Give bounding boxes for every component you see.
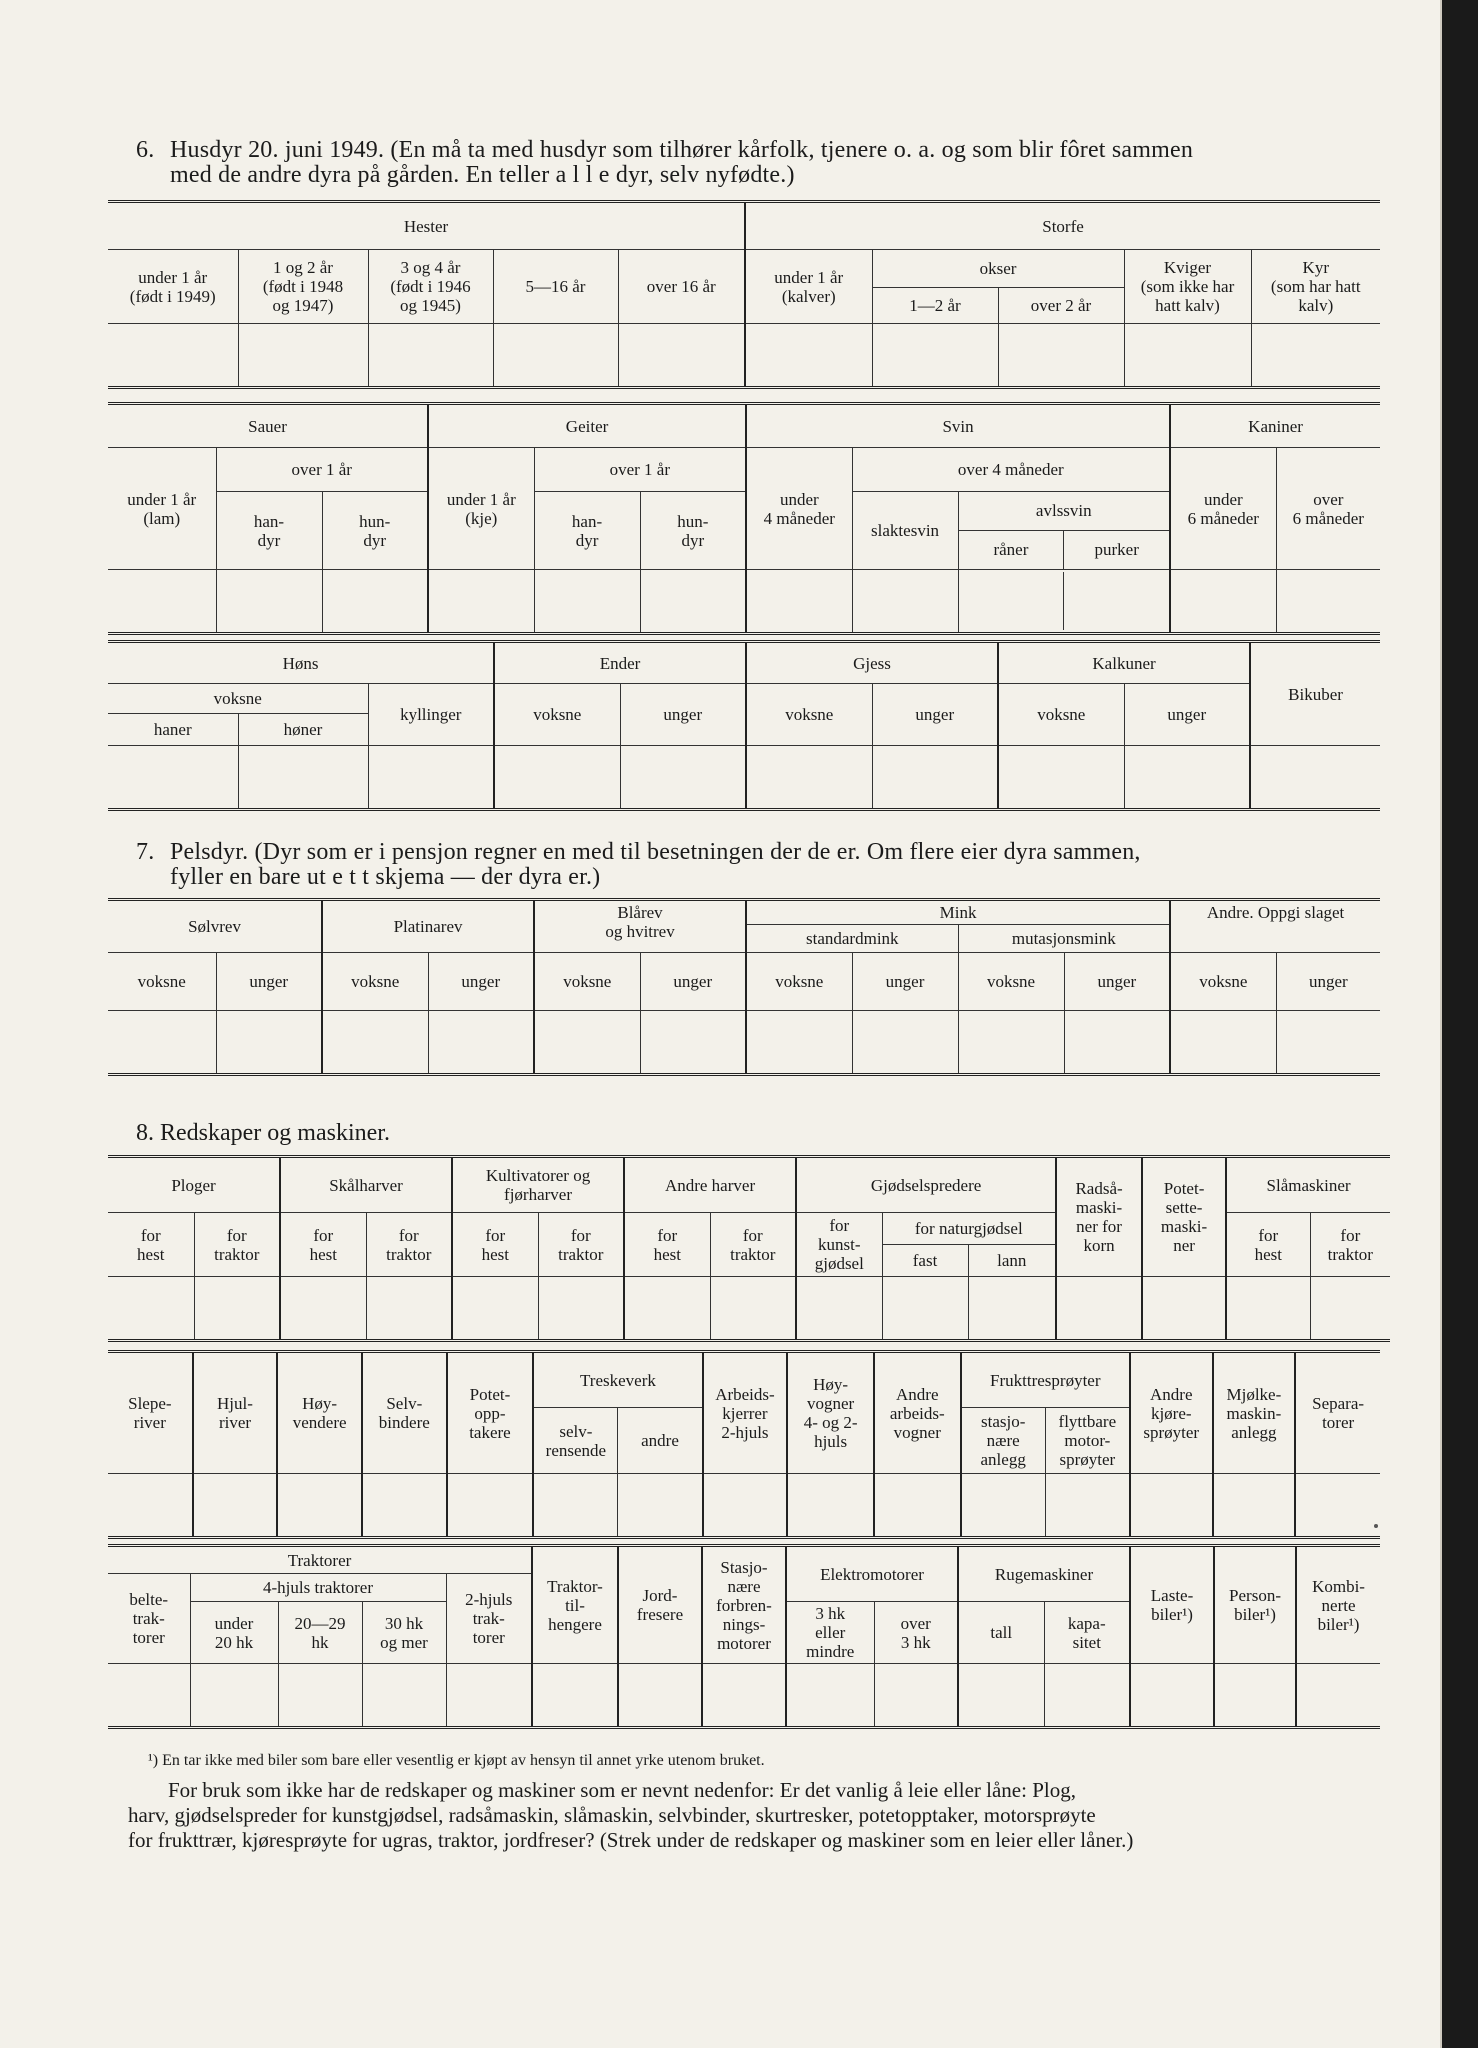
col-for-traktor: for traktor (1310, 1213, 1390, 1277)
input-cell[interactable] (362, 1664, 446, 1728)
para-line: for frukttrær, kjøresprøyte for ugras, traktor, jordfreser? (Strek under de redskaper og maskiner som en leier eller låner.) (128, 1828, 1134, 1852)
header-kalkuner: Kalkuner (998, 642, 1250, 684)
input-cell[interactable] (1296, 1664, 1380, 1728)
col-unger: unger (428, 953, 534, 1011)
col-over-3-hk: over 3 hk (874, 1602, 958, 1664)
implements-table-1 (108, 1155, 1390, 1342)
col-arbeidskjerrer: Arbeids- kjerrer 2-hjuls (703, 1352, 788, 1474)
input-cell[interactable] (872, 324, 998, 388)
input-cell[interactable] (745, 324, 872, 388)
col-forbrenningsmotorer: Stasjo- nære forbren- nings- motorer (702, 1546, 786, 1664)
col-voksne: voksne (534, 953, 640, 1011)
input-cell[interactable] (618, 1664, 702, 1728)
input-cell[interactable] (787, 1474, 874, 1538)
input-cell[interactable] (277, 1474, 362, 1538)
col-hjulriver: Hjul- river (193, 1352, 278, 1474)
col-rabbit-over-6: over 6 måneder (1276, 448, 1380, 570)
header-pig-over-4: over 4 måneder (852, 448, 1170, 492)
col-potetopptakere: Potet- opp- takere (447, 1352, 534, 1474)
para-line: For bruk som ikke har de redskaper og maskiner som er nevnt nedenfor: Er det vanlig å leie eller låne: Plog, (168, 1778, 1076, 1802)
col-2-hjuls-traktorer: 2-hjuls trak- torer (446, 1574, 532, 1664)
input-cell[interactable] (108, 1664, 190, 1728)
input-cell[interactable] (190, 1664, 278, 1728)
input-cell[interactable] (640, 570, 746, 634)
input-cell[interactable] (1130, 1474, 1213, 1538)
col-for-hest: for hest (108, 1213, 194, 1277)
col-kjoresproyter: Andre kjøre- sprøyter (1130, 1352, 1213, 1474)
col-kid: under 1 år (kje) (428, 448, 534, 570)
input-cell[interactable] (961, 1474, 1046, 1538)
col-unger: unger (640, 953, 746, 1011)
col-for-hest: for hest (280, 1213, 366, 1277)
header-mink: Mink (746, 900, 1170, 925)
col-gjess-unger: unger (872, 684, 998, 746)
header-okser: okser (872, 250, 1124, 288)
header-rugemaskiner: Rugemaskiner (958, 1546, 1130, 1602)
col-voksne: voksne (958, 953, 1064, 1011)
col-under-20-hk: under 20 hk (190, 1602, 278, 1664)
footnote: ¹) En tar ikke med biler som bare eller vesentlig er kjøpt av hensyn til annet yrke utenom bruket. (148, 1752, 765, 1769)
col-horse-over-16: over 16 år (618, 250, 745, 324)
input-cell[interactable] (108, 1474, 193, 1538)
input-cell[interactable] (1214, 1664, 1296, 1728)
col-pig-under-4: under 4 måneder (746, 448, 852, 570)
input-cell[interactable] (238, 746, 368, 810)
col-potetsettemaskiner: Potet- sette- maski- ner (1142, 1157, 1226, 1277)
input-cell[interactable] (493, 324, 618, 388)
col-unger: unger (216, 953, 322, 1011)
header-traktorer: Traktorer (108, 1546, 532, 1574)
col-for-hest: for hest (452, 1213, 538, 1277)
header-platinarev: Platinarev (322, 900, 534, 953)
col-stasjonaere-anlegg: stasjo- nære anlegg (961, 1408, 1046, 1474)
input-cell[interactable] (280, 1277, 366, 1341)
input-cell[interactable] (1276, 570, 1380, 634)
col-honer: høner (238, 714, 368, 746)
header-mutasjonsmink: mutasjonsmink (958, 925, 1170, 953)
col-fast: fast (882, 1245, 968, 1277)
col-20-29-hk: 20—29 hk (278, 1602, 362, 1664)
input-cell[interactable] (1064, 572, 1169, 630)
implements-table-2 (108, 1350, 1380, 1539)
col-for-traktor: for traktor (194, 1213, 280, 1277)
col-for-traktor: for traktor (538, 1213, 624, 1277)
heading-line: fyller en bare ut e t t skjema — der dyra er.) (170, 864, 601, 890)
input-cell[interactable] (746, 570, 852, 634)
col-3-hk-eller-mindre: 3 hk eller mindre (786, 1602, 874, 1664)
input-cell[interactable] (1130, 1664, 1214, 1728)
header-storfe: Storfe (745, 202, 1380, 250)
input-cell[interactable] (1170, 570, 1276, 634)
col-bikuber: Bikuber (1250, 642, 1380, 746)
col-for-hest: for hest (624, 1213, 710, 1277)
header-skalharver: Skålharver (280, 1157, 452, 1213)
col-voksne: voksne (108, 953, 216, 1011)
header-avlssvin: avlssvin (959, 492, 1170, 531)
col-calves: under 1 år (kalver) (745, 250, 872, 324)
input-cell[interactable] (968, 1277, 1056, 1341)
input-cell[interactable] (1251, 324, 1380, 388)
input-cell[interactable] (108, 1011, 216, 1075)
col-lamb: under 1 år (lam) (108, 448, 216, 570)
input-cell[interactable] (1064, 1011, 1170, 1075)
header-kaniner: Kaniner (1170, 404, 1380, 448)
col-voksne: voksne (746, 953, 852, 1011)
input-cell[interactable] (1213, 1474, 1296, 1538)
input-cell[interactable] (278, 1664, 362, 1728)
header-naturgjodsel: for naturgjødsel (882, 1213, 1056, 1245)
input-cell[interactable] (108, 324, 238, 388)
col-traktortilhengere: Traktor- til- hengere (532, 1546, 618, 1664)
header-ploger: Ploger (108, 1157, 280, 1213)
col-arbeidsvogner: Andre arbeids- vogner (874, 1352, 961, 1474)
header-goat-over-1: over 1 år (534, 448, 746, 492)
input-cell[interactable] (702, 1664, 786, 1728)
col-treskeverk-andre: andre (618, 1408, 703, 1474)
col-separatorer: Separa- torer (1295, 1352, 1380, 1474)
input-cell[interactable] (958, 1011, 1064, 1075)
header-hons-voksne: voksne (108, 684, 368, 714)
col-kapasitet: kapa- sitet (1044, 1602, 1130, 1664)
header-sheep-over-1: over 1 år (216, 448, 428, 492)
header-ender: Ender (494, 642, 746, 684)
input-cell[interactable] (322, 570, 428, 634)
input-cell[interactable] (874, 1474, 961, 1538)
tractors-motors-table (108, 1544, 1380, 1729)
input-cell[interactable] (368, 324, 493, 388)
col-personbiler: Person- biler¹) (1214, 1546, 1296, 1664)
col-sheep-male: han- dyr (216, 492, 322, 570)
input-cell[interactable] (1045, 1474, 1130, 1538)
input-cell[interactable] (494, 746, 620, 810)
header-solvrev: Sølvrev (108, 900, 322, 953)
section-6-heading (136, 138, 1381, 188)
input-cell[interactable] (447, 1474, 534, 1538)
header-standardmink: standardmink (746, 925, 958, 953)
header-geiter: Geiter (428, 404, 746, 448)
input-cell[interactable] (1056, 1277, 1142, 1341)
ink-speck (1374, 1524, 1378, 1528)
col-for-hest: for hest (1226, 1213, 1310, 1277)
col-hoyvogner: Høy- vogner 4- og 2- hjuls (787, 1352, 874, 1474)
col-goat-female: hun- dyr (640, 492, 746, 570)
input-cell[interactable] (618, 1474, 703, 1538)
col-gjess-voksne: voksne (746, 684, 872, 746)
col-haner: haner (108, 714, 238, 746)
header-kultivatorer: Kultivatorer og fjørharver (452, 1157, 624, 1213)
input-cell[interactable] (640, 1011, 746, 1075)
input-cell[interactable] (238, 324, 368, 388)
col-horse-3-4: 3 og 4 år (født i 1946 og 1945) (368, 250, 493, 324)
para-line: harv, gjødselspreder for kunstgjødsel, radsåmaskin, slåmaskin, selvbinder, skurtresker, potetopptaker, motorsprøyte (128, 1803, 1096, 1827)
section-number: 6. (136, 137, 155, 163)
col-30-hk-og-mer: 30 hk og mer (362, 1602, 446, 1664)
col-unger: unger (1276, 953, 1380, 1011)
col-kyllinger: kyllinger (368, 684, 494, 746)
livestock-horses-cattle-table (108, 200, 1380, 389)
col-selvrensende: selv- rensende (533, 1408, 618, 1474)
input-cell[interactable] (882, 1277, 968, 1341)
col-sheep-female: hun- dyr (322, 492, 428, 570)
poultry-bees-table (108, 640, 1380, 811)
section-8-title: 8. Redskaper og maskiner. (136, 1120, 390, 1146)
input-cell[interactable] (532, 1664, 618, 1728)
input-cell[interactable] (428, 1011, 534, 1075)
input-cell[interactable] (108, 570, 216, 634)
input-cell[interactable] (1142, 1277, 1226, 1341)
col-kombinerte-biler: Kombi- nerte biler¹) (1296, 1546, 1380, 1664)
section-number: 7. (136, 839, 155, 865)
input-cell[interactable] (216, 570, 322, 634)
header-andre: Andre. Oppgi slaget (1170, 900, 1380, 953)
input-cell[interactable] (368, 746, 494, 810)
header-andre-harver: Andre harver (624, 1157, 796, 1213)
header-hons: Høns (108, 642, 494, 684)
input-cell[interactable] (452, 1277, 538, 1341)
col-beltetraktorer: belte- trak- torer (108, 1574, 190, 1664)
input-cell[interactable] (538, 1277, 624, 1341)
col-lastebiler: Laste- biler¹) (1130, 1546, 1214, 1664)
col-goat-male: han- dyr (534, 492, 640, 570)
input-cell[interactable] (216, 1011, 322, 1075)
col-for-traktor: for traktor (710, 1213, 796, 1277)
input-cell[interactable] (958, 1664, 1044, 1728)
col-purker: purker (1094, 540, 1139, 559)
header-blarev: Blårev og hvitrev (534, 900, 746, 953)
input-cell[interactable] (108, 1277, 194, 1341)
col-radsamaskiner: Radså- maski- ner for korn (1056, 1157, 1142, 1277)
col-ender-unger: unger (620, 684, 746, 746)
section-7-heading (136, 840, 1381, 890)
input-cell[interactable] (618, 324, 745, 388)
col-kunstgjodsel: for kunst- gjødsel (796, 1213, 882, 1277)
input-cell[interactable] (534, 570, 640, 634)
input-cell-pair (958, 570, 1170, 634)
input-cell[interactable] (703, 1474, 788, 1538)
col-slaktesvin: slaktesvin (852, 492, 958, 570)
col-lann: lann (968, 1245, 1056, 1277)
input-cell[interactable] (428, 570, 534, 634)
input-cell[interactable] (1250, 746, 1380, 810)
col-tall: tall (958, 1602, 1044, 1664)
col-flyttbare-sproyter: flyttbare motor- sprøyter (1045, 1408, 1130, 1474)
input-cell[interactable] (194, 1277, 280, 1341)
header-treskeverk: Treskeverk (533, 1352, 702, 1408)
col-voksne: voksne (322, 953, 428, 1011)
col-kyr: Kyr (som har hatt kalv) (1251, 250, 1380, 324)
col-okser-1-2: 1—2 år (872, 288, 998, 324)
col-raner: råner (959, 531, 1065, 569)
livestock-sheep-goats-pigs-table (108, 402, 1380, 635)
col-horse-under-1: under 1 år (født i 1949) (108, 250, 238, 324)
header-slamaskiner: Slåmaskiner (1226, 1157, 1390, 1213)
input-cell[interactable] (796, 1277, 882, 1341)
input-cell[interactable] (446, 1664, 532, 1728)
input-cell[interactable] (746, 1011, 852, 1075)
input-cell[interactable] (1044, 1664, 1130, 1728)
input-cell[interactable] (322, 1011, 428, 1075)
input-cell[interactable] (620, 746, 746, 810)
header-hester: Hester (108, 202, 745, 250)
col-kalkuner-unger: unger (1124, 684, 1250, 746)
col-jordfresere: Jord- fresere (618, 1546, 702, 1664)
input-cell[interactable] (362, 1474, 447, 1538)
col-horse-1-2: 1 og 2 år (født i 1948 og 1947) (238, 250, 368, 324)
avlssvin-group (958, 492, 1170, 570)
col-for-traktor: for traktor (366, 1213, 452, 1277)
col-kalkuner-voksne: voksne (998, 684, 1124, 746)
input-cell[interactable] (1310, 1277, 1390, 1341)
input-cell[interactable] (1170, 1011, 1276, 1075)
col-sleperiver: Slepe- river (108, 1352, 193, 1474)
col-unger: unger (1064, 953, 1170, 1011)
col-unger: unger (852, 953, 958, 1011)
input-cell[interactable] (534, 1011, 640, 1075)
input-cell[interactable] (1295, 1474, 1380, 1538)
input-cell[interactable] (1124, 324, 1251, 388)
input-cell[interactable] (959, 572, 1065, 630)
input-cell[interactable] (533, 1474, 618, 1538)
input-cell[interactable] (1226, 1277, 1310, 1341)
col-mjolkemaskin: Mjølke- maskin- anlegg (1213, 1352, 1296, 1474)
input-cell[interactable] (624, 1277, 710, 1341)
input-cell[interactable] (874, 1664, 958, 1728)
header-sauer: Sauer (108, 404, 428, 448)
leasing-question (128, 1778, 1378, 1853)
fur-animals-table (108, 898, 1380, 1076)
input-cell[interactable] (710, 1277, 796, 1341)
heading-line: Husdyr 20. juni 1949. (En må ta med husdyr som tilhører kårfolk, tjenere o. a. og som blir fôret sammen (170, 137, 1194, 163)
col-okser-over-2: over 2 år (998, 288, 1124, 324)
input-cell[interactable] (1276, 1011, 1380, 1075)
header-frukttresproyter: Frukttresprøyter (961, 1352, 1130, 1408)
input-cell[interactable] (998, 324, 1124, 388)
col-hoyvendere: Høy- vendere (277, 1352, 362, 1474)
header-svin: Svin (746, 404, 1170, 448)
input-cell[interactable] (872, 746, 998, 810)
col-ender-voksne: voksne (494, 684, 620, 746)
input-cell[interactable] (108, 746, 238, 810)
input-cell[interactable] (852, 570, 958, 634)
input-cell[interactable] (366, 1277, 452, 1341)
col-kviger: Kviger (som ikke har hatt kalv) (1124, 250, 1251, 324)
col-selvbindere: Selv- bindere (362, 1352, 447, 1474)
input-cell[interactable] (852, 1011, 958, 1075)
col-voksne: voksne (1170, 953, 1276, 1011)
header-elektromotorer: Elektromotorer (786, 1546, 958, 1602)
col-horse-5-16: 5—16 år (493, 250, 618, 324)
heading-line: med de andre dyra på gården. En teller a l l e dyr, selv nyfødte.) (170, 162, 795, 188)
col-rabbit-under-6: under 6 måneder (1170, 448, 1276, 570)
input-cell[interactable] (193, 1474, 278, 1538)
input-cell[interactable] (1124, 746, 1250, 810)
header-gjodselspredere: Gjødselspredere (796, 1157, 1056, 1213)
input-cell[interactable] (786, 1664, 874, 1728)
heading-line: Pelsdyr. (Dyr som er i pensjon regner en med til besetningen der de er. Om flere eier dyra sammen, (170, 839, 1141, 865)
header-gjess: Gjess (746, 642, 998, 684)
input-cell[interactable] (746, 746, 872, 810)
header-4-hjuls-traktorer: 4-hjuls traktorer (190, 1574, 446, 1602)
input-cell[interactable] (998, 746, 1124, 810)
